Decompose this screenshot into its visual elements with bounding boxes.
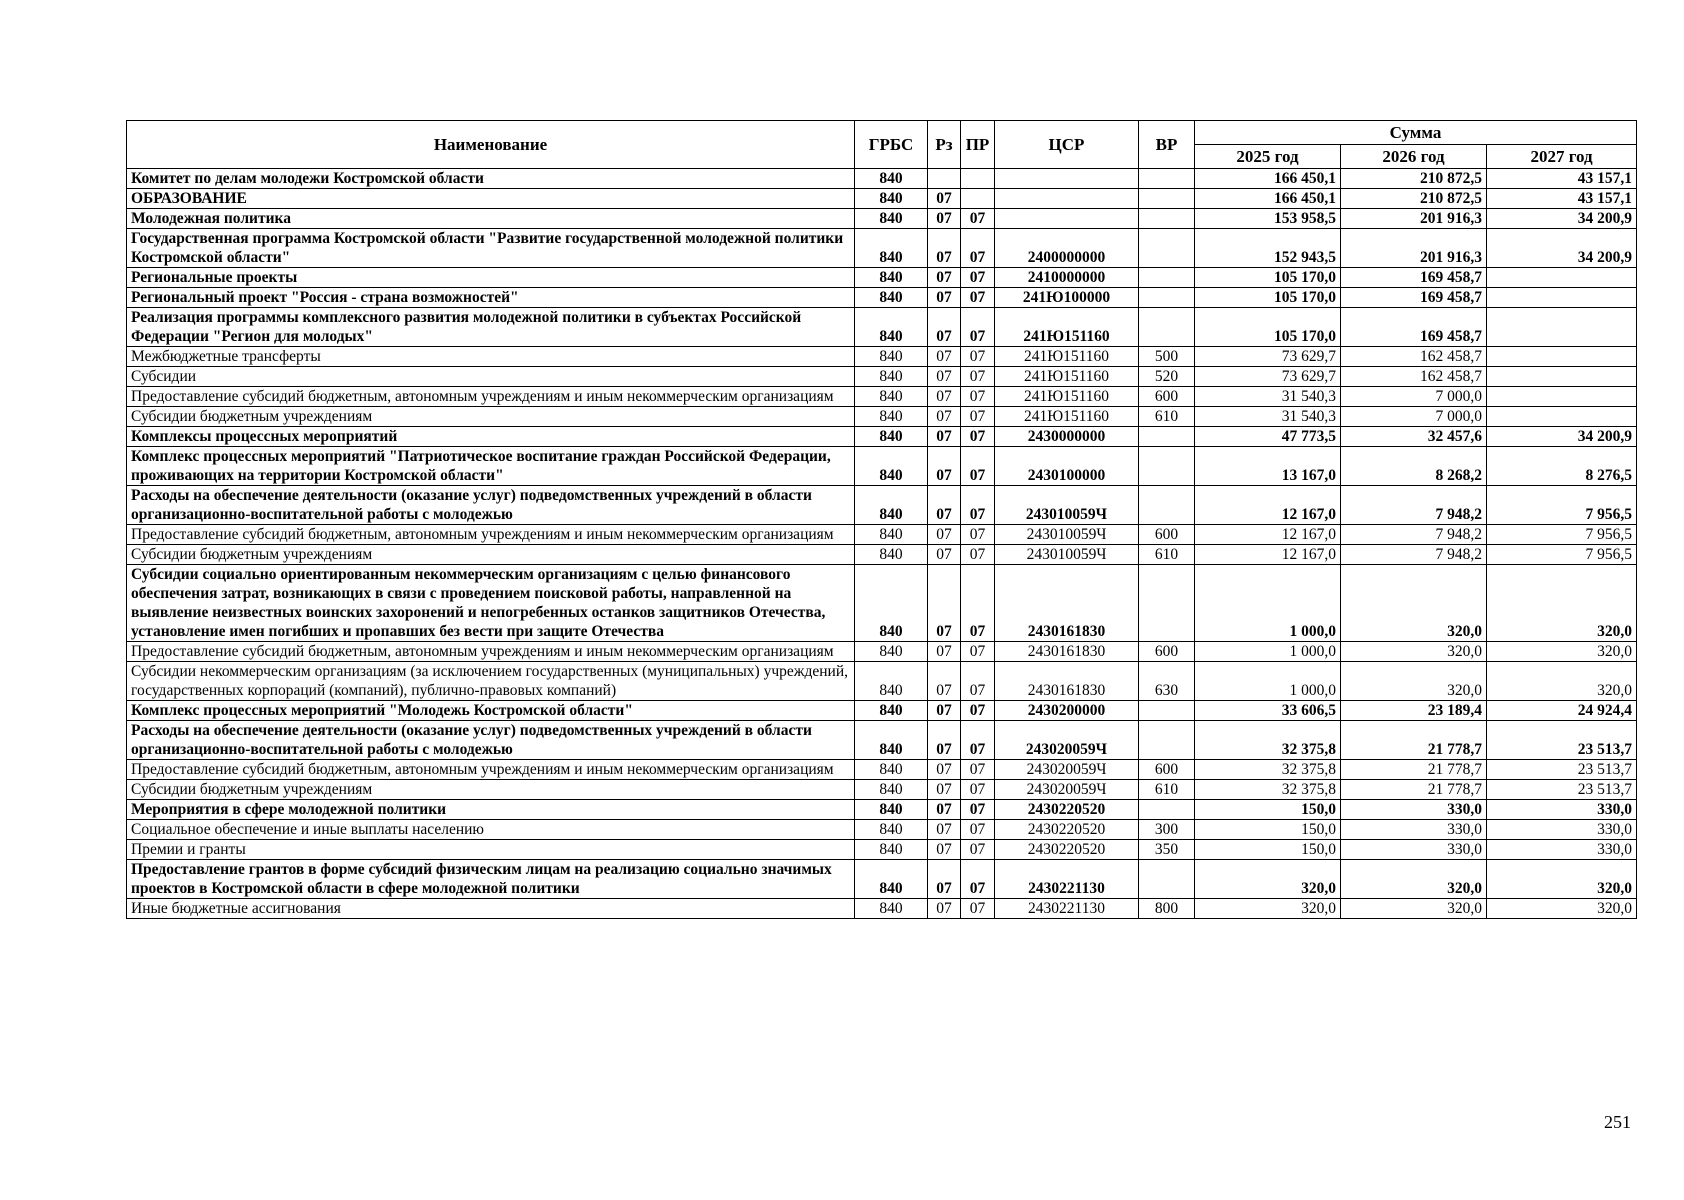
cell-2027: 23 513,7 <box>1487 760 1637 780</box>
cell-2026: 8 268,2 <box>1341 447 1487 486</box>
cell-2025: 12 167,0 <box>1195 486 1341 525</box>
cell-2025: 31 540,3 <box>1195 407 1341 427</box>
cell-grbs: 840 <box>855 229 928 268</box>
table-row <box>127 565 1637 642</box>
table-row <box>127 701 1637 721</box>
table-row <box>127 525 1637 545</box>
header-sum: Сумма <box>1195 121 1637 145</box>
table-row <box>127 899 1637 919</box>
cell-2025: 166 450,1 <box>1195 189 1341 209</box>
cell-2026: 7 948,2 <box>1341 545 1487 565</box>
cell-2026: 210 872,5 <box>1341 169 1487 189</box>
cell-vr <box>1139 486 1195 525</box>
table-row <box>127 800 1637 820</box>
cell-vr: 630 <box>1139 662 1195 701</box>
cell-2026: 330,0 <box>1341 820 1487 840</box>
cell-csr: 243010059Ч <box>995 525 1139 545</box>
cell-rz: 07 <box>928 525 961 545</box>
cell-rz: 07 <box>928 721 961 760</box>
cell-2025: 152 943,5 <box>1195 229 1341 268</box>
table-row <box>127 209 1637 229</box>
table-row <box>127 189 1637 209</box>
table-row <box>127 367 1637 387</box>
table-row <box>127 760 1637 780</box>
header-rz: Рз <box>928 121 961 169</box>
cell-vr: 610 <box>1139 780 1195 800</box>
cell-name: Мероприятия в сфере молодежной политики <box>127 800 855 820</box>
cell-rz: 07 <box>928 268 961 288</box>
cell-2025: 32 375,8 <box>1195 760 1341 780</box>
cell-2026: 7 948,2 <box>1341 486 1487 525</box>
cell-name: ОБРАЗОВАНИЕ <box>127 189 855 209</box>
cell-rz: 07 <box>928 308 961 347</box>
cell-name: Субсидии некоммерческим организациям (за исключением государственных (муниципальных) учреждений, государственных корпораций (компаний), публично-правовых компаний) <box>127 662 855 701</box>
cell-grbs: 840 <box>855 701 928 721</box>
cell-pr: 07 <box>961 525 995 545</box>
cell-pr: 07 <box>961 268 995 288</box>
cell-2025: 47 773,5 <box>1195 427 1341 447</box>
cell-2025: 1 000,0 <box>1195 662 1341 701</box>
cell-2026: 169 458,7 <box>1341 308 1487 347</box>
cell-2026: 162 458,7 <box>1341 367 1487 387</box>
table-row <box>127 427 1637 447</box>
cell-name: Субсидии <box>127 367 855 387</box>
cell-pr: 07 <box>961 288 995 308</box>
cell-name: Субсидии бюджетным учреждениям <box>127 780 855 800</box>
cell-rz: 07 <box>928 387 961 407</box>
cell-2027: 24 924,4 <box>1487 701 1637 721</box>
cell-2027: 320,0 <box>1487 642 1637 662</box>
table-row <box>127 268 1637 288</box>
cell-csr: 2430200000 <box>995 701 1139 721</box>
cell-2025: 105 170,0 <box>1195 288 1341 308</box>
cell-csr: 2430221130 <box>995 899 1139 919</box>
cell-rz: 07 <box>928 427 961 447</box>
cell-2027: 330,0 <box>1487 800 1637 820</box>
cell-pr: 07 <box>961 486 995 525</box>
cell-grbs: 840 <box>855 820 928 840</box>
cell-grbs: 840 <box>855 268 928 288</box>
table-body <box>127 169 1637 919</box>
cell-pr: 07 <box>961 229 995 268</box>
cell-2027: 34 200,9 <box>1487 229 1637 268</box>
cell-name: Комплексы процессных мероприятий <box>127 427 855 447</box>
cell-2025: 1 000,0 <box>1195 565 1341 642</box>
table-row <box>127 662 1637 701</box>
cell-grbs: 840 <box>855 899 928 919</box>
cell-2027: 43 157,1 <box>1487 189 1637 209</box>
cell-2025: 166 450,1 <box>1195 169 1341 189</box>
budget-table <box>126 120 1637 919</box>
cell-2025: 32 375,8 <box>1195 780 1341 800</box>
cell-grbs: 840 <box>855 642 928 662</box>
cell-csr: 2430220520 <box>995 800 1139 820</box>
cell-2027: 34 200,9 <box>1487 427 1637 447</box>
cell-grbs: 840 <box>855 486 928 525</box>
cell-name: Предоставление субсидий бюджетным, автономным учреждениям и иным некоммерческим организациям <box>127 760 855 780</box>
cell-2025: 105 170,0 <box>1195 308 1341 347</box>
cell-name: Расходы на обеспечение деятельности (оказание услуг) подведомственных учреждений в области организационно-воспитательной работы с молодежью <box>127 721 855 760</box>
table-row <box>127 288 1637 308</box>
cell-grbs: 840 <box>855 169 928 189</box>
cell-csr: 241Ю151160 <box>995 387 1139 407</box>
cell-grbs: 840 <box>855 860 928 899</box>
cell-2027: 320,0 <box>1487 565 1637 642</box>
cell-csr: 241Ю100000 <box>995 288 1139 308</box>
table-row <box>127 169 1637 189</box>
cell-pr: 07 <box>961 407 995 427</box>
cell-vr <box>1139 288 1195 308</box>
cell-name: Региональные проекты <box>127 268 855 288</box>
cell-csr: 243020059Ч <box>995 760 1139 780</box>
cell-2025: 1 000,0 <box>1195 642 1341 662</box>
cell-2027 <box>1487 387 1637 407</box>
cell-vr: 600 <box>1139 387 1195 407</box>
cell-csr: 2430220520 <box>995 840 1139 860</box>
cell-2026: 320,0 <box>1341 565 1487 642</box>
cell-pr: 07 <box>961 899 995 919</box>
cell-2025: 320,0 <box>1195 899 1341 919</box>
cell-2027: 330,0 <box>1487 840 1637 860</box>
cell-vr <box>1139 268 1195 288</box>
cell-2025: 150,0 <box>1195 820 1341 840</box>
cell-vr: 800 <box>1139 899 1195 919</box>
cell-rz <box>928 169 961 189</box>
cell-pr: 07 <box>961 721 995 760</box>
cell-2025: 73 629,7 <box>1195 367 1341 387</box>
cell-vr <box>1139 427 1195 447</box>
cell-grbs: 840 <box>855 721 928 760</box>
cell-grbs: 840 <box>855 308 928 347</box>
cell-2025: 150,0 <box>1195 840 1341 860</box>
cell-name: Премии и гранты <box>127 840 855 860</box>
cell-2027: 320,0 <box>1487 662 1637 701</box>
table-row <box>127 545 1637 565</box>
cell-2027 <box>1487 367 1637 387</box>
cell-2026: 7 000,0 <box>1341 407 1487 427</box>
cell-name: Субсидии бюджетным учреждениям <box>127 545 855 565</box>
cell-name: Иные бюджетные ассигнования <box>127 899 855 919</box>
cell-pr: 07 <box>961 367 995 387</box>
table-row <box>127 347 1637 367</box>
cell-grbs: 840 <box>855 387 928 407</box>
cell-2027 <box>1487 308 1637 347</box>
cell-name: Предоставление грантов в форме субсидий физическим лицам на реализацию социально значимых проектов в Костромской области в сфере молодежной политики <box>127 860 855 899</box>
cell-grbs: 840 <box>855 407 928 427</box>
cell-grbs: 840 <box>855 209 928 229</box>
cell-2025: 12 167,0 <box>1195 545 1341 565</box>
cell-grbs: 840 <box>855 447 928 486</box>
cell-rz: 07 <box>928 407 961 427</box>
cell-pr: 07 <box>961 780 995 800</box>
cell-vr <box>1139 701 1195 721</box>
cell-vr <box>1139 209 1195 229</box>
cell-2027 <box>1487 288 1637 308</box>
cell-2027: 7 956,5 <box>1487 525 1637 545</box>
header-vr: ВР <box>1139 121 1195 169</box>
cell-rz: 07 <box>928 545 961 565</box>
cell-vr <box>1139 800 1195 820</box>
cell-vr: 610 <box>1139 407 1195 427</box>
cell-vr <box>1139 721 1195 760</box>
cell-grbs: 840 <box>855 189 928 209</box>
cell-csr: 243010059Ч <box>995 486 1139 525</box>
table-row <box>127 229 1637 268</box>
cell-rz: 07 <box>928 347 961 367</box>
cell-csr: 2410000000 <box>995 268 1139 288</box>
cell-csr: 2430221130 <box>995 860 1139 899</box>
header-pr: ПР <box>961 121 995 169</box>
cell-rz: 07 <box>928 701 961 721</box>
cell-csr: 2430220520 <box>995 820 1139 840</box>
cell-pr: 07 <box>961 642 995 662</box>
cell-pr: 07 <box>961 427 995 447</box>
cell-name: Расходы на обеспечение деятельности (оказание услуг) подведомственных учреждений в области организационно-воспитательной работы с молодежью <box>127 486 855 525</box>
cell-2026: 169 458,7 <box>1341 268 1487 288</box>
cell-vr <box>1139 189 1195 209</box>
cell-2025: 105 170,0 <box>1195 268 1341 288</box>
header-name: Наименование <box>127 121 855 169</box>
cell-2025: 73 629,7 <box>1195 347 1341 367</box>
cell-vr: 300 <box>1139 820 1195 840</box>
cell-csr: 243020059Ч <box>995 721 1139 760</box>
header-year-2027: 2027 год <box>1487 145 1637 169</box>
cell-2025: 31 540,3 <box>1195 387 1341 407</box>
cell-vr <box>1139 860 1195 899</box>
cell-csr: 2430000000 <box>995 427 1139 447</box>
cell-2025: 13 167,0 <box>1195 447 1341 486</box>
table-row <box>127 721 1637 760</box>
cell-vr: 350 <box>1139 840 1195 860</box>
cell-grbs: 840 <box>855 545 928 565</box>
cell-name: Комплекс процессных мероприятий "Молодежь Костромской области" <box>127 701 855 721</box>
cell-csr: 241Ю151160 <box>995 347 1139 367</box>
cell-csr: 241Ю151160 <box>995 308 1139 347</box>
cell-rz: 07 <box>928 662 961 701</box>
cell-pr: 07 <box>961 565 995 642</box>
cell-vr: 610 <box>1139 545 1195 565</box>
cell-2026: 201 916,3 <box>1341 209 1487 229</box>
cell-2025: 33 606,5 <box>1195 701 1341 721</box>
cell-2027: 7 956,5 <box>1487 545 1637 565</box>
cell-2026: 210 872,5 <box>1341 189 1487 209</box>
cell-pr: 07 <box>961 701 995 721</box>
cell-2026: 320,0 <box>1341 662 1487 701</box>
cell-rz: 07 <box>928 840 961 860</box>
cell-rz: 07 <box>928 189 961 209</box>
cell-vr: 600 <box>1139 760 1195 780</box>
cell-pr: 07 <box>961 347 995 367</box>
cell-csr <box>995 189 1139 209</box>
cell-2027: 8 276,5 <box>1487 447 1637 486</box>
cell-grbs: 840 <box>855 800 928 820</box>
cell-grbs: 840 <box>855 525 928 545</box>
cell-rz: 07 <box>928 367 961 387</box>
table-row <box>127 820 1637 840</box>
cell-2026: 7 000,0 <box>1341 387 1487 407</box>
cell-pr: 07 <box>961 662 995 701</box>
cell-rz: 07 <box>928 486 961 525</box>
cell-2027: 7 956,5 <box>1487 486 1637 525</box>
table-row <box>127 308 1637 347</box>
cell-vr: 520 <box>1139 367 1195 387</box>
cell-2026: 320,0 <box>1341 899 1487 919</box>
cell-2026: 330,0 <box>1341 840 1487 860</box>
cell-grbs: 840 <box>855 288 928 308</box>
cell-csr <box>995 209 1139 229</box>
cell-rz: 07 <box>928 800 961 820</box>
table-row <box>127 780 1637 800</box>
cell-pr: 07 <box>961 387 995 407</box>
cell-name: Молодежная политика <box>127 209 855 229</box>
cell-pr: 07 <box>961 800 995 820</box>
cell-name: Субсидии бюджетным учреждениям <box>127 407 855 427</box>
cell-2027: 43 157,1 <box>1487 169 1637 189</box>
cell-vr <box>1139 169 1195 189</box>
cell-2026: 21 778,7 <box>1341 780 1487 800</box>
cell-name: Предоставление субсидий бюджетным, автономным учреждениям и иным некоммерческим организациям <box>127 525 855 545</box>
cell-pr: 07 <box>961 209 995 229</box>
cell-2027 <box>1487 268 1637 288</box>
cell-2027 <box>1487 347 1637 367</box>
cell-grbs: 840 <box>855 760 928 780</box>
cell-name: Предоставление субсидий бюджетным, автономным учреждениям и иным некоммерческим организациям <box>127 387 855 407</box>
header-csr: ЦСР <box>995 121 1139 169</box>
cell-2027: 34 200,9 <box>1487 209 1637 229</box>
cell-csr: 241Ю151160 <box>995 407 1139 427</box>
cell-2026: 162 458,7 <box>1341 347 1487 367</box>
cell-vr: 500 <box>1139 347 1195 367</box>
cell-pr: 07 <box>961 545 995 565</box>
cell-name: Предоставление субсидий бюджетным, автономным учреждениям и иным некоммерческим организациям <box>127 642 855 662</box>
cell-rz: 07 <box>928 642 961 662</box>
cell-name: Субсидии социально ориентированным некоммерческим организациям с целью финансового обеспечения затрат, возникающих в связи с проведением поисковой работы, направленной на выявление неизвестных воинских захоронений и непогребенных останков защитников Отечества, установление имен погибших и пропавших без вести при защите Отечества <box>127 565 855 642</box>
cell-name: Комплекс процессных мероприятий "Патриотическое воспитание граждан Российской Федерации, проживающих на территории Костромской области" <box>127 447 855 486</box>
cell-rz: 07 <box>928 860 961 899</box>
cell-vr <box>1139 308 1195 347</box>
cell-pr: 07 <box>961 447 995 486</box>
cell-csr <box>995 169 1139 189</box>
cell-grbs: 840 <box>855 347 928 367</box>
cell-2027 <box>1487 407 1637 427</box>
cell-name: Региональный проект "Россия - страна возможностей" <box>127 288 855 308</box>
page-number: 251 <box>1604 1112 1631 1132</box>
table-row <box>127 407 1637 427</box>
cell-2025: 12 167,0 <box>1195 525 1341 545</box>
cell-rz: 07 <box>928 760 961 780</box>
cell-2026: 32 457,6 <box>1341 427 1487 447</box>
cell-rz: 07 <box>928 229 961 268</box>
cell-2025: 150,0 <box>1195 800 1341 820</box>
cell-pr: 07 <box>961 860 995 899</box>
cell-pr: 07 <box>961 308 995 347</box>
header-year-2026: 2026 год <box>1341 145 1487 169</box>
cell-2027: 320,0 <box>1487 860 1637 899</box>
cell-2027: 23 513,7 <box>1487 721 1637 760</box>
cell-2027: 23 513,7 <box>1487 780 1637 800</box>
cell-name: Государственная программа Костромской области "Развитие государственной молодежной политики Костромской области" <box>127 229 855 268</box>
cell-name: Комитет по делам молодежи Костромской области <box>127 169 855 189</box>
cell-2026: 7 948,2 <box>1341 525 1487 545</box>
cell-rz: 07 <box>928 288 961 308</box>
cell-pr <box>961 189 995 209</box>
cell-2026: 320,0 <box>1341 642 1487 662</box>
cell-2025: 320,0 <box>1195 860 1341 899</box>
cell-2026: 320,0 <box>1341 860 1487 899</box>
cell-grbs: 840 <box>855 840 928 860</box>
cell-rz: 07 <box>928 447 961 486</box>
cell-pr: 07 <box>961 840 995 860</box>
table-row <box>127 840 1637 860</box>
cell-vr <box>1139 229 1195 268</box>
cell-2027: 320,0 <box>1487 899 1637 919</box>
cell-csr: 2430161830 <box>995 662 1139 701</box>
cell-name: Реализация программы комплексного развития молодежной политики в субъектах Российской Федерации "Регион для молодых" <box>127 308 855 347</box>
header-grbs: ГРБС <box>855 121 928 169</box>
cell-csr: 243010059Ч <box>995 545 1139 565</box>
table-row <box>127 642 1637 662</box>
table-row <box>127 860 1637 899</box>
cell-2026: 23 189,4 <box>1341 701 1487 721</box>
cell-name: Межбюджетные трансферты <box>127 347 855 367</box>
cell-csr: 2430161830 <box>995 565 1139 642</box>
table-row <box>127 447 1637 486</box>
cell-2025: 153 958,5 <box>1195 209 1341 229</box>
cell-grbs: 840 <box>855 662 928 701</box>
cell-2026: 21 778,7 <box>1341 721 1487 760</box>
cell-csr: 243020059Ч <box>995 780 1139 800</box>
cell-grbs: 840 <box>855 565 928 642</box>
cell-vr <box>1139 565 1195 642</box>
table-row <box>127 486 1637 525</box>
cell-grbs: 840 <box>855 367 928 387</box>
header-year-2025: 2025 год <box>1195 145 1341 169</box>
cell-csr: 2400000000 <box>995 229 1139 268</box>
cell-rz: 07 <box>928 780 961 800</box>
cell-vr: 600 <box>1139 525 1195 545</box>
cell-2025: 32 375,8 <box>1195 721 1341 760</box>
cell-pr <box>961 169 995 189</box>
cell-rz: 07 <box>928 565 961 642</box>
cell-csr: 2430100000 <box>995 447 1139 486</box>
cell-name: Социальное обеспечение и иные выплаты населению <box>127 820 855 840</box>
cell-2026: 201 916,3 <box>1341 229 1487 268</box>
cell-rz: 07 <box>928 899 961 919</box>
cell-2026: 21 778,7 <box>1341 760 1487 780</box>
table-row <box>127 387 1637 407</box>
cell-pr: 07 <box>961 760 995 780</box>
cell-grbs: 840 <box>855 780 928 800</box>
cell-grbs: 840 <box>855 427 928 447</box>
cell-csr: 2430161830 <box>995 642 1139 662</box>
cell-vr <box>1139 447 1195 486</box>
cell-rz: 07 <box>928 820 961 840</box>
cell-2027: 330,0 <box>1487 820 1637 840</box>
cell-csr: 241Ю151160 <box>995 367 1139 387</box>
cell-vr: 600 <box>1139 642 1195 662</box>
cell-pr: 07 <box>961 820 995 840</box>
cell-rz: 07 <box>928 209 961 229</box>
cell-2026: 330,0 <box>1341 800 1487 820</box>
cell-2026: 169 458,7 <box>1341 288 1487 308</box>
